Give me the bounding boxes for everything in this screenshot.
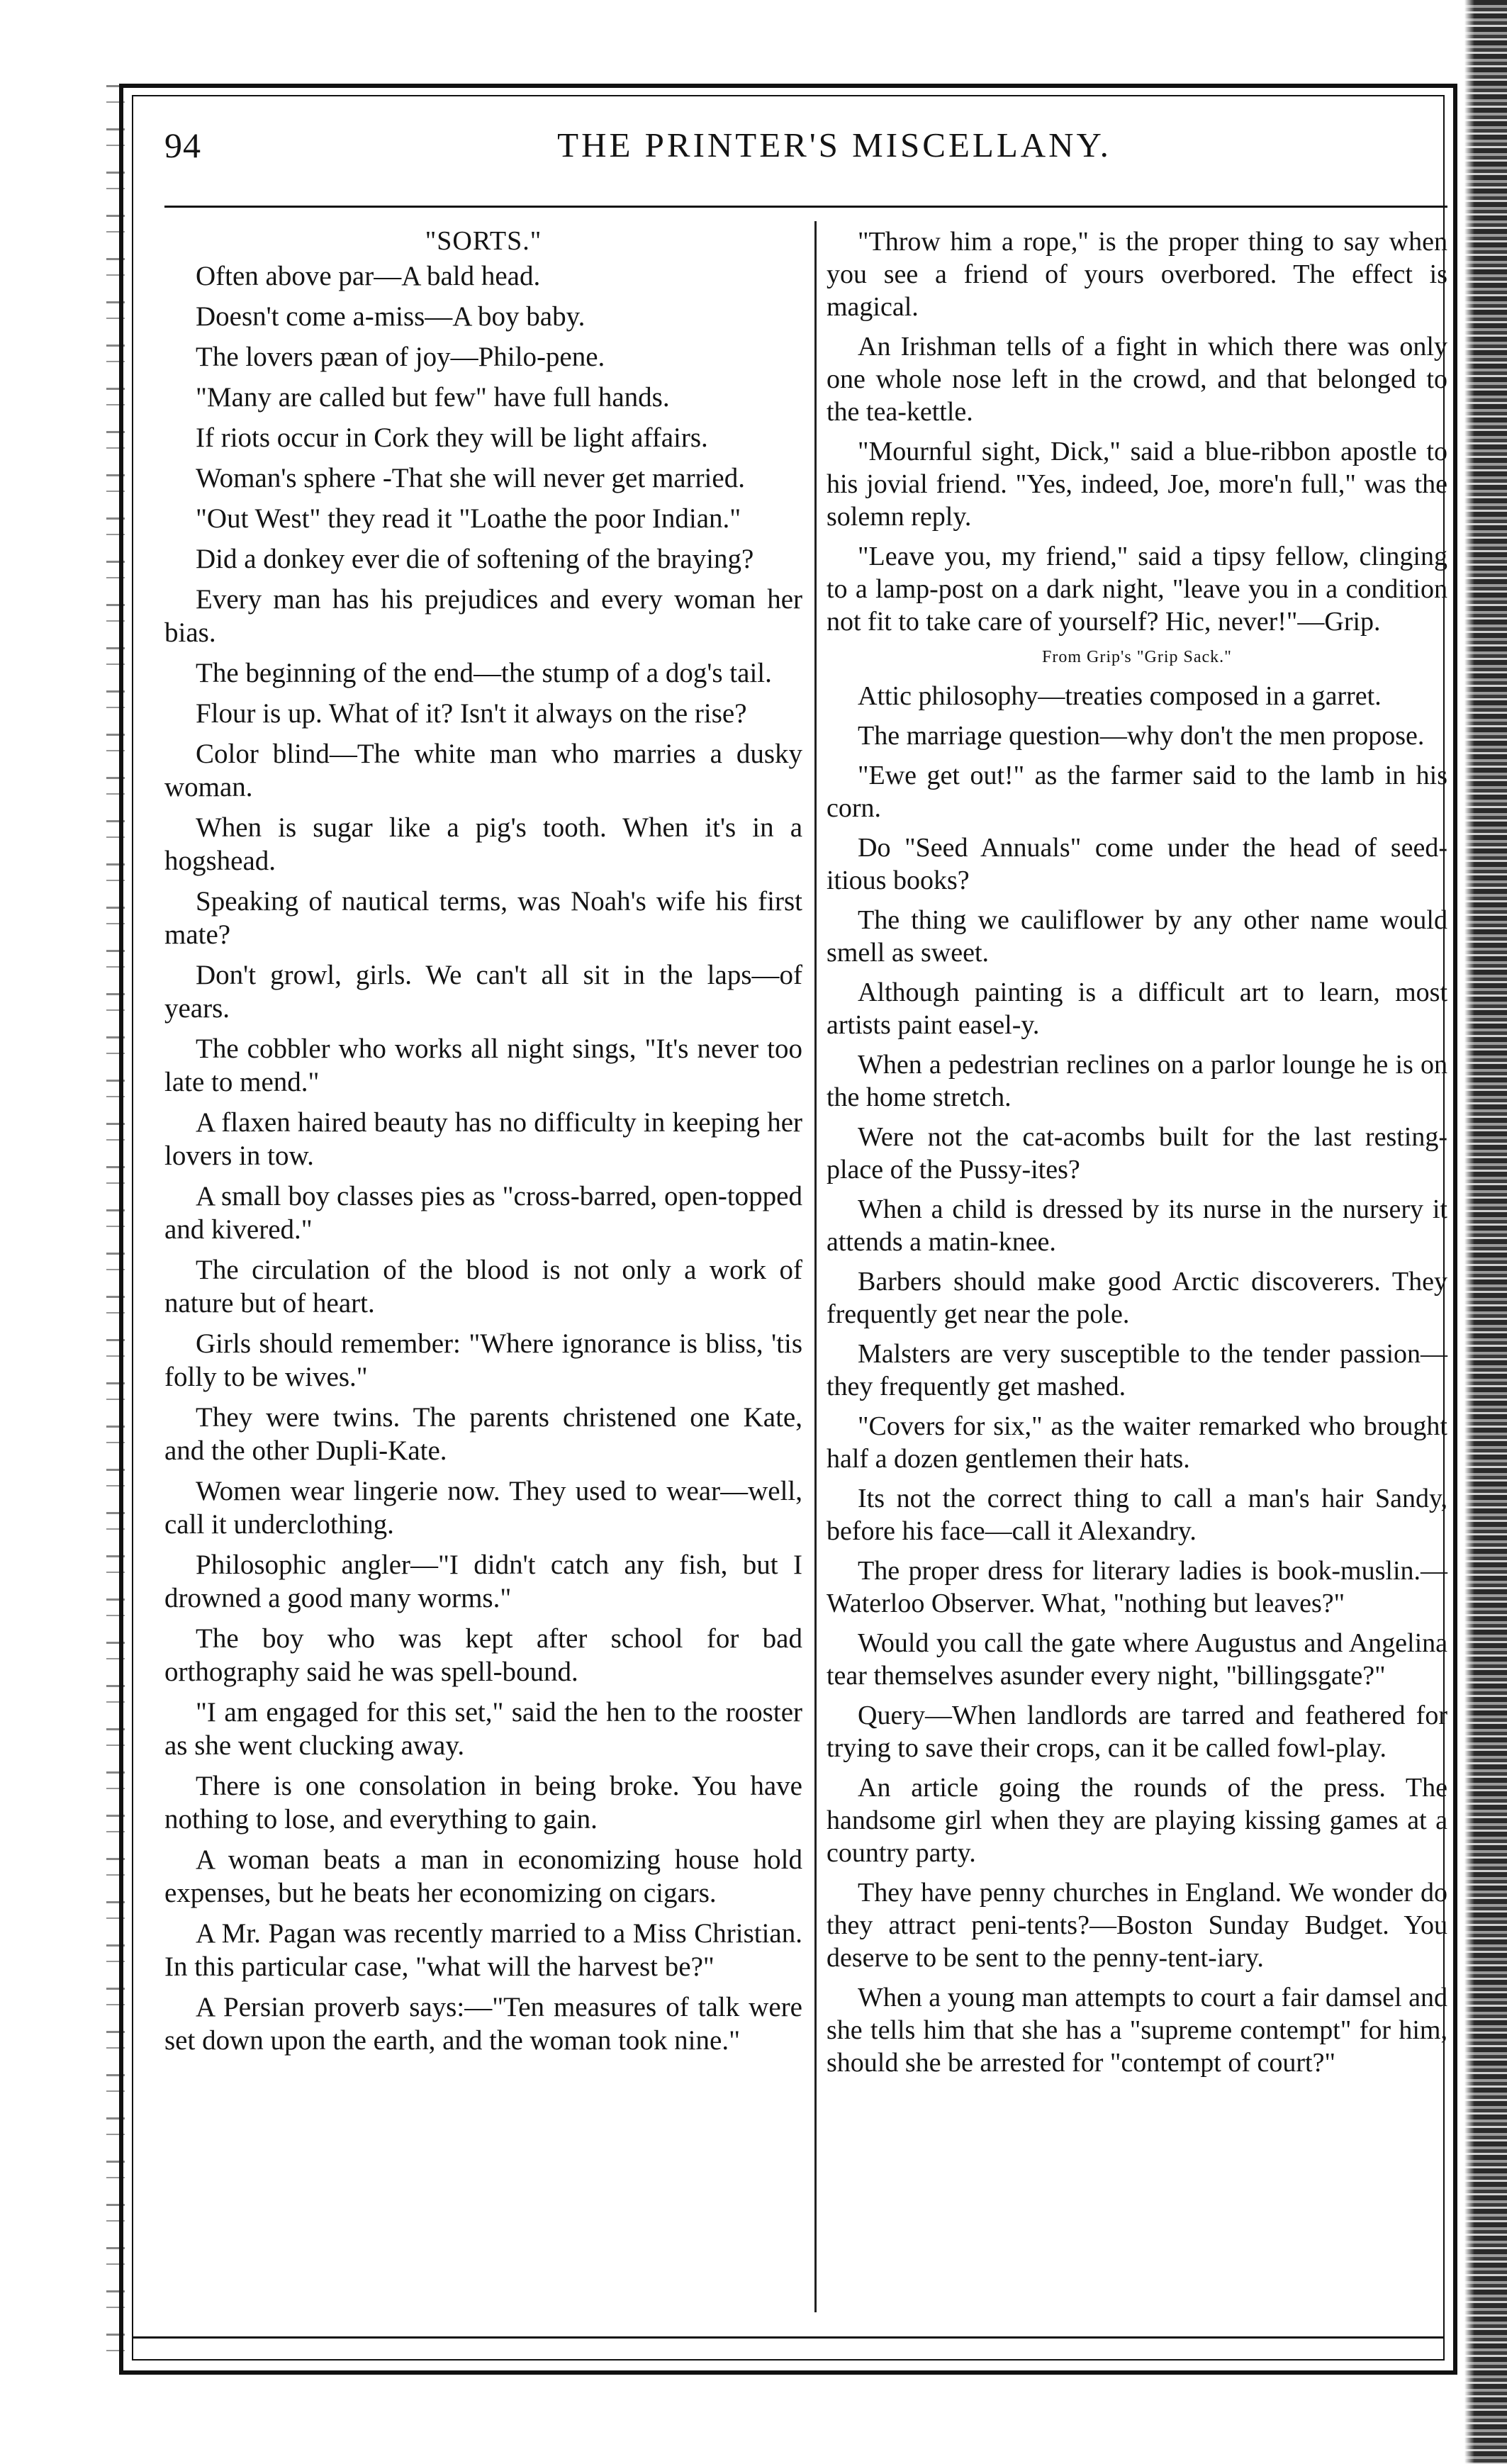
paragraph: When is sugar like a pig's tooth. When it's in a hogshead. (164, 812, 802, 876)
paragraph: Did a donkey ever die of softening of the braying? (196, 544, 754, 574)
paragraph: The circulation of the blood is not only a work of nature but of heart. (164, 1255, 802, 1318)
paragraph: Often above par—A bald head. (196, 261, 541, 291)
paragraph: Its not the correct thing to call a man's hair Sandy, before his face—call it Alexandry. (827, 1484, 1447, 1546)
paragraph: Malsters are very susceptible to the tender passion—they frequently get mashed. (827, 1339, 1447, 1401)
paragraph: Women wear lingerie now. They used to wear—well, call it underclothing. (164, 1476, 802, 1540)
paragraph: Philosophic angler—"I didn't catch any fish, but I drowned a good many worms." (164, 1550, 802, 1613)
paragraph: They were twins. The parents christened one Kate, and the other Dupli-Kate. (164, 1402, 802, 1466)
paragraph: Query—When landlords are tarred and feathered for trying to save their crops, can it be called fowl-play. (827, 1701, 1447, 1763)
page-number: 94 (164, 125, 201, 165)
paragraph: When a pedestrian reclines on a parlor lounge he is on the home stretch. (827, 1050, 1447, 1112)
paragraph: "Many are called but few" have full hands. (196, 382, 670, 413)
paragraph: A flaxen haired beauty has no difficulty in keeping her lovers in tow. (164, 1107, 802, 1171)
paragraph: Barbers should make good Arctic discoverers. They frequently get near the pole. (827, 1267, 1447, 1329)
left-paragraph-list (164, 259, 802, 2057)
paragraph: The beginning of the end—the stump of a dog's tail. (196, 658, 772, 688)
paragraph: Attic philosophy—treaties composed in a garret. (858, 681, 1382, 711)
paragraph: There is one consolation in being broke. You have nothing to lose, and everything to gain. (164, 1771, 802, 1835)
paragraph: When a child is dressed by its nurse in the nursery it attends a matin-knee. (827, 1194, 1447, 1257)
paragraph: "Mournful sight, Dick," said a blue-ribbon apostle to his jovial friend. "Yes, indeed, Joe, more'n full," was the solemn reply. (827, 437, 1447, 532)
paragraph: Speaking of nautical terms, was Noah's wife his first mate? (164, 886, 802, 950)
paragraph: If riots occur in Cork they will be light affairs. (196, 422, 708, 453)
paragraph: "I am engaged for this set," said the hen to the rooster as she went clucking away. (164, 1697, 802, 1761)
paragraph: Do "Seed Annuals" come under the head of seed-itious books? (827, 833, 1447, 895)
paragraph: Girls should remember: "Where ignorance is bliss, 'tis folly to be wives." (164, 1328, 802, 1392)
footer-rule (132, 2336, 1445, 2339)
paragraph: The thing we cauliflower by any other name would smell as sweet. (827, 905, 1447, 968)
source-credit: From Grip's "Grip Sack." (1042, 648, 1232, 666)
paragraph: A Persian proverb says:—"Ten measures of talk were set down upon the earth, and the woman took nine." (164, 1992, 802, 2056)
section-heading: "SORTS." (425, 226, 542, 256)
right-column (827, 225, 1447, 2086)
page-header (164, 125, 1447, 181)
paragraph: "Covers for six," as the waiter remarked who brought half a dozen gentlemen their hats. (827, 1411, 1447, 1474)
right-paragraph-list-bottom (827, 680, 1447, 2079)
paragraph: Would you call the gate where Augustus and Angelina tear themselves asunder every night, "billingsgate?" (827, 1628, 1447, 1691)
right-paragraph-list-top (827, 225, 1447, 638)
paragraph: They have penny churches in England. We wonder do they attract peni-tents?—Boston Sunday Budget. You deserve to be sent to the penny-tent-iary. (827, 1878, 1447, 1973)
paragraph: Don't growl, girls. We can't all sit in the laps—of years. (164, 960, 802, 1024)
column-divider (814, 221, 817, 2312)
paragraph: A woman beats a man in economizing house hold expenses, but he beats her economizing on cigars. (164, 1844, 802, 1908)
paragraph: "Throw him a rope," is the proper thing to say when you see a friend of yours overbored. The effect is magical. (827, 227, 1447, 322)
paragraph: The boy who was kept after school for bad orthography said he was spell-bound. (164, 1623, 802, 1687)
paragraph: "Out West" they read it "Loathe the poor Indian." (196, 503, 741, 534)
paragraph: Woman's sphere -That she will never get married. (196, 463, 745, 493)
paragraph: "Leave you, my friend," said a tipsy fellow, clinging to a lamp-post on a dark night, "leave you in a condition not fit to take care of yourself? Hic, never!"—Grip. (827, 542, 1447, 637)
paragraph: The proper dress for literary ladies is book-muslin.—Waterloo Observer. What, "nothing but leaves?" (827, 1556, 1447, 1618)
paragraph: The marriage question—why don't the men propose. (858, 721, 1425, 751)
paragraph: A small boy classes pies as "cross-barred, open-topped and kivered." (164, 1181, 802, 1245)
left-column (164, 225, 802, 2064)
paragraph: Although painting is a difficult art to learn, most artists paint easel-y. (827, 978, 1447, 1040)
paragraph: Color blind—The white man who marries a dusky woman. (164, 739, 802, 802)
paragraph: An Irishman tells of a fight in which there was only one whole nose left in the crowd, and that belonged to the tea-kettle. (827, 332, 1447, 427)
paragraph: Every man has his prejudices and every woman her bias. (164, 584, 802, 648)
header-rule (164, 206, 1447, 208)
paragraph: Were not the cat-acombs built for the last resting-place of the Pussy-ites? (827, 1122, 1447, 1185)
page-edge-binding (1464, 0, 1507, 2464)
running-title: THE PRINTER'S MISCELLANY. (557, 125, 1111, 164)
paragraph: Flour is up. What of it? Isn't it always on the rise? (196, 698, 747, 729)
paragraph: "Ewe get out!" as the farmer said to the lamb in his corn. (827, 761, 1447, 823)
paragraph: The cobbler who works all night sings, "It's never too late to mend." (164, 1034, 802, 1097)
paragraph: A Mr. Pagan was recently married to a Miss Christian. In this particular case, "what will the harvest be?" (164, 1918, 802, 1982)
paragraph: Doesn't come a-miss—A boy baby. (196, 301, 586, 332)
paragraph: The lovers pæan of joy—Philo-pene. (196, 342, 605, 372)
paragraph: An article going the rounds of the press. The handsome girl when they are playing kissing games at a country party. (827, 1773, 1447, 1868)
paragraph: When a young man attempts to court a fair damsel and she tells him that she has a "supreme contempt" for him, should she be arrested for "contempt of court?" (827, 1983, 1447, 2078)
